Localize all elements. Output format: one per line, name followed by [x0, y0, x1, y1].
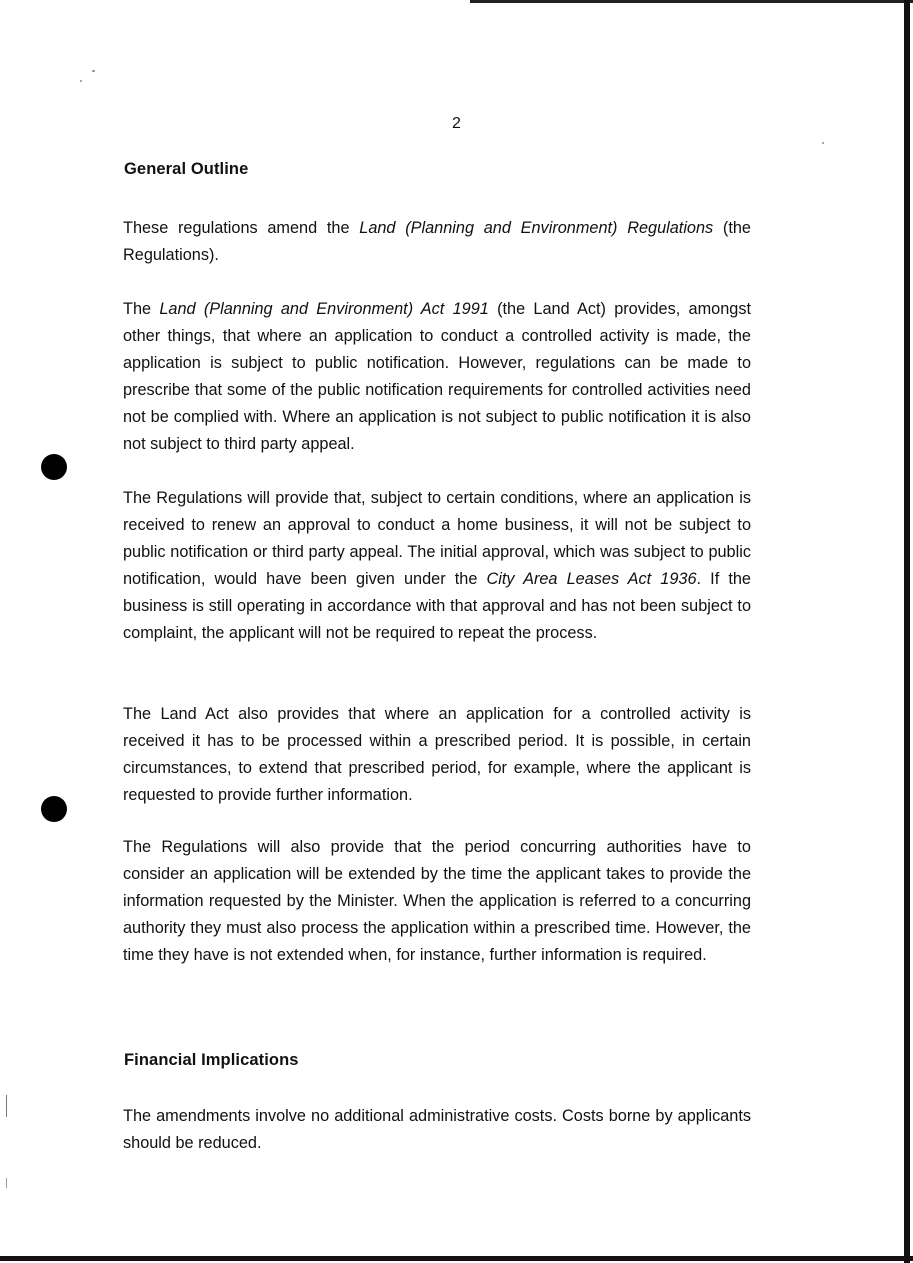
text-run: The Land Act also provides that where an application for a controlled activity is received it has to be processed within a prescribed period. It is possible, in certain circumstances, to extend that prescribed period, for example, where the applicant is requested to provide further information. [123, 705, 751, 804]
text-run: These regulations amend the [123, 219, 360, 237]
paragraph-concurring-authorities [123, 834, 751, 969]
italic-title-run: City Area Leases Act 1936 [486, 569, 697, 588]
italic-title-run: Land (Planning and Environment) Regulations [359, 219, 714, 237]
text-run: . If the business is still operating in accordance with that approval and has not been subject to complaint, the applicant will not be required to repeat the process. [123, 569, 751, 642]
paragraph-regulations-amend [123, 215, 751, 269]
scan-edge-right [904, 0, 910, 1263]
text-run: (the Land Act) provides, amongst other things, that where an application to conduct a controlled activity is made, the application is subject to public notification. However, regulations can be made to prescribe that some of the public notification requirements for controlled activities need not be complied with. Where an application is not subject to public notification it is also not subject to third party appeal. [123, 300, 751, 453]
scan-speck [92, 70, 95, 72]
scan-mark [6, 1095, 7, 1117]
paragraph-prescribed-period [123, 701, 751, 809]
scan-speck [822, 142, 824, 144]
scan-mark [6, 1178, 7, 1188]
scan-edge-bottom [0, 1256, 913, 1261]
italic-title-run: Land (Planning and Environment) Act 1991 [159, 300, 489, 318]
paragraph-land-act-notification [123, 296, 751, 457]
heading-general-outline: General Outline [124, 160, 249, 178]
punch-hole-upper [41, 454, 67, 480]
text-run: The [123, 300, 160, 318]
scan-edge-top [470, 0, 913, 3]
text-run: (the Regulations). [123, 219, 751, 264]
text-run: The Regulations will provide that, subject to certain conditions, where an application is received to renew an approval to conduct a home business, it will not be subject to public notification or third party appeal. The initial approval, which was subject to public notification, would have been given under the [123, 489, 751, 588]
text-run: The amendments involve no additional administrative costs. Costs borne by applicants should be reduced. [123, 1107, 751, 1152]
text-run: The Regulations will also provide that the period concurring authorities have to consider an application will be extended by the time the applicant takes to provide the information requested by the Minister. When the application is referred to a concurring authority they must also process the application within a prescribed time. However, the time they have is not extended when, for instance, further information is required. [123, 838, 751, 964]
scan-speck [80, 80, 82, 82]
page-number: 2 [452, 115, 461, 132]
paragraph-home-business-renewal [123, 485, 751, 646]
heading-financial-implications: Financial Implications [124, 1051, 299, 1069]
paragraph-financial-costs [123, 1103, 751, 1157]
punch-hole-lower [41, 796, 67, 822]
